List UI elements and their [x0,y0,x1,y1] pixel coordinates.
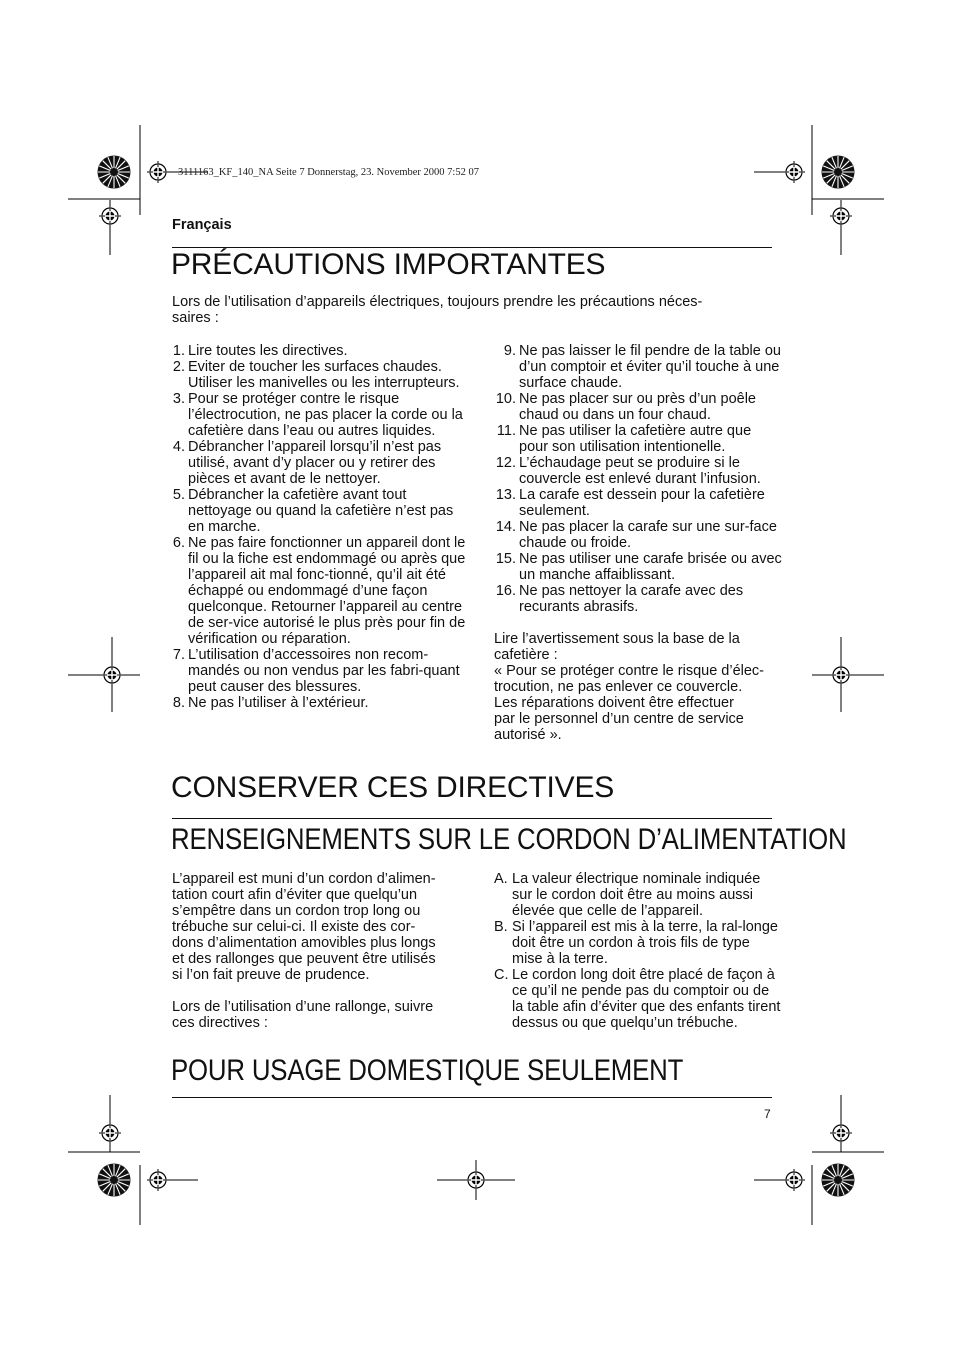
precautions-list-left [172,343,472,711]
list-item-number: 2. [172,359,185,375]
list-item-text: Si l’appareil est mis à la terre, la ral-longe doit être un cordon à trois fils de type mise à la terre. [512,919,778,967]
domestique-title: POUR USAGE DOMESTIQUE SEULEMENT [171,1054,684,1087]
list-item-number: 11. [496,423,516,439]
list-item [494,423,782,455]
warning-text: Lire l’avertissement sous la base de la cafetière : « Pour se protéger contre le risque d’élec- trocution, ne pas enlever ce couvercle. Les réparations doivent être effectuer par le personnel d’un centre de service autorisé ». [494,631,765,743]
list-item [172,695,472,711]
list-item [172,647,472,695]
list-item-text: Ne pas laisser le fil pendre de la table ou d’un comptoir et éviter qu’il touche à une surface chaude. [519,343,781,391]
list-item-number: 13. [495,487,516,503]
precautions-title: PRÉCAUTIONS IMPORTANTES [171,248,606,281]
list-item-text: Débrancher l’appareil lorsqu’il n’est pas utilisé, avant d’y placer ou y retirer des pièces et avant de le nettoyer. [188,439,442,487]
language-label: Français [172,217,232,233]
list-item [172,359,472,391]
cordon-title: RENSEIGNEMENTS SUR LE CORDON D’ALIMENTATION [171,823,847,856]
list-item [494,583,782,615]
list-item-text: La carafe est dessein pour la cafetière seulement. [519,487,765,519]
section-rule [172,818,772,819]
list-item-text: Le cordon long doit être placé de façon à ce qu’il ne pende pas du comptoir ou de la table afin d’éviter que des enfants tirent dessus ou que quelqu’un trébuche. [512,967,781,1031]
list-item-number: 4. [172,439,185,455]
list-item-text: L’échaudage peut se produire si le couvercle est enlevé durant l’infusion. [519,455,761,487]
list-item-text: Ne pas nettoyer la carafe avec des recurants abrasifs. [519,583,744,615]
list-item [494,519,782,551]
list-item [172,343,472,359]
list-item-text: Ne pas utiliser une carafe brisée ou avec un manche affaiblissant. [519,551,782,583]
cordon-paragraph: L’appareil est muni d’un cordon d’alimen- tation court afin d’éviter que quelqu’un s’empêtre dans un cordon trop long ou trébuche sur celui-ci. Il existe des cor- dons d’alimentation amovibles plus longs et des rallonges que peuvent être utilisés si l’on fait preuve de prudence. [172,871,436,983]
list-item [172,391,472,439]
list-item-text: La valeur électrique nominale indiquée sur le cordon doit être au moins aussi élevée que celle de l’appareil. [512,871,761,919]
list-item-number: A. [494,871,508,887]
cordon-list [494,871,784,1031]
list-item-text: Ne pas faire fonctionner un appareil dont le fil ou la fiche est endommagé ou après que l’appareil ait mal fonc-tionné, qu’il ait été échappé ou endommagé d’une façon quelconque. Retourner l’appareil au centre de ser-vice autorisé le plus près pour fin de vérification ou réparation. [188,535,466,647]
conserver-title: CONSERVER CES DIRECTIVES [171,771,615,804]
list-item [172,439,472,487]
list-item-number: 7. [172,647,185,663]
list-item-text: Débrancher la cafetière avant tout nettoyage ou quand la cafetière n’est pas en marche. [188,487,454,535]
list-item-text: Eviter de toucher les surfaces chaudes. Utiliser les manivelles ou les interrupteurs. [188,359,460,391]
list-item-text: Ne pas utiliser la cafetière autre que pour son utilisation intentionelle. [519,423,752,455]
precautions-intro: Lors de l’utilisation d’appareils électriques, toujours prendre les précautions néces- saires : [172,294,703,326]
list-item [494,455,782,487]
list-item [494,919,784,967]
list-item [172,487,472,535]
page-number: 7 [764,1107,771,1121]
section-rule [172,1097,772,1098]
list-item [494,551,782,583]
list-item [172,535,472,647]
list-item-text: Ne pas placer sur ou près d’un poêle chaud ou dans un four chaud. [519,391,756,423]
list-item-number: 5. [172,487,185,503]
list-item [494,487,782,519]
cordon-paragraph-2: Lors de l’utilisation d’une rallonge, suivre ces directives : [172,999,434,1031]
list-item [494,871,784,919]
precautions-list-right [494,343,782,615]
list-item-text: Lire toutes les directives. [188,343,348,359]
list-item [494,967,784,1031]
list-item-number: 12. [495,455,516,471]
list-item [494,343,782,391]
list-item-number: 9. [503,343,516,359]
list-item [494,391,782,423]
list-item-number: B. [494,919,508,935]
list-item-number: 14. [495,519,516,535]
list-item-text: L’utilisation d’accessoires non recom-mandés ou non vendus par les fabri-quant peut causer des blessures. [188,647,460,695]
list-item-number: 10. [495,391,516,407]
list-item-number: 8. [172,695,185,711]
list-item-number: 16. [495,583,516,599]
list-item-number: C. [494,967,509,983]
list-item-number: 3. [172,391,185,407]
list-item-number: 1. [172,343,185,359]
list-item-text: Ne pas l’utiliser à l’extérieur. [188,695,369,711]
list-item-number: 6. [172,535,185,551]
list-item-text: Ne pas placer la carafe sur une sur-face chaude ou froide. [519,519,777,551]
list-item-number: 15. [495,551,516,567]
list-item-text: Pour se protéger contre le risque l’électrocution, ne pas placer la corde ou la cafetière dans l’eau ou autres liquides. [188,391,463,439]
print-slug: 3111163_KF_140_NA Seite 7 Donnerstag, 23. November 2000 7:52 07 [178,167,479,178]
